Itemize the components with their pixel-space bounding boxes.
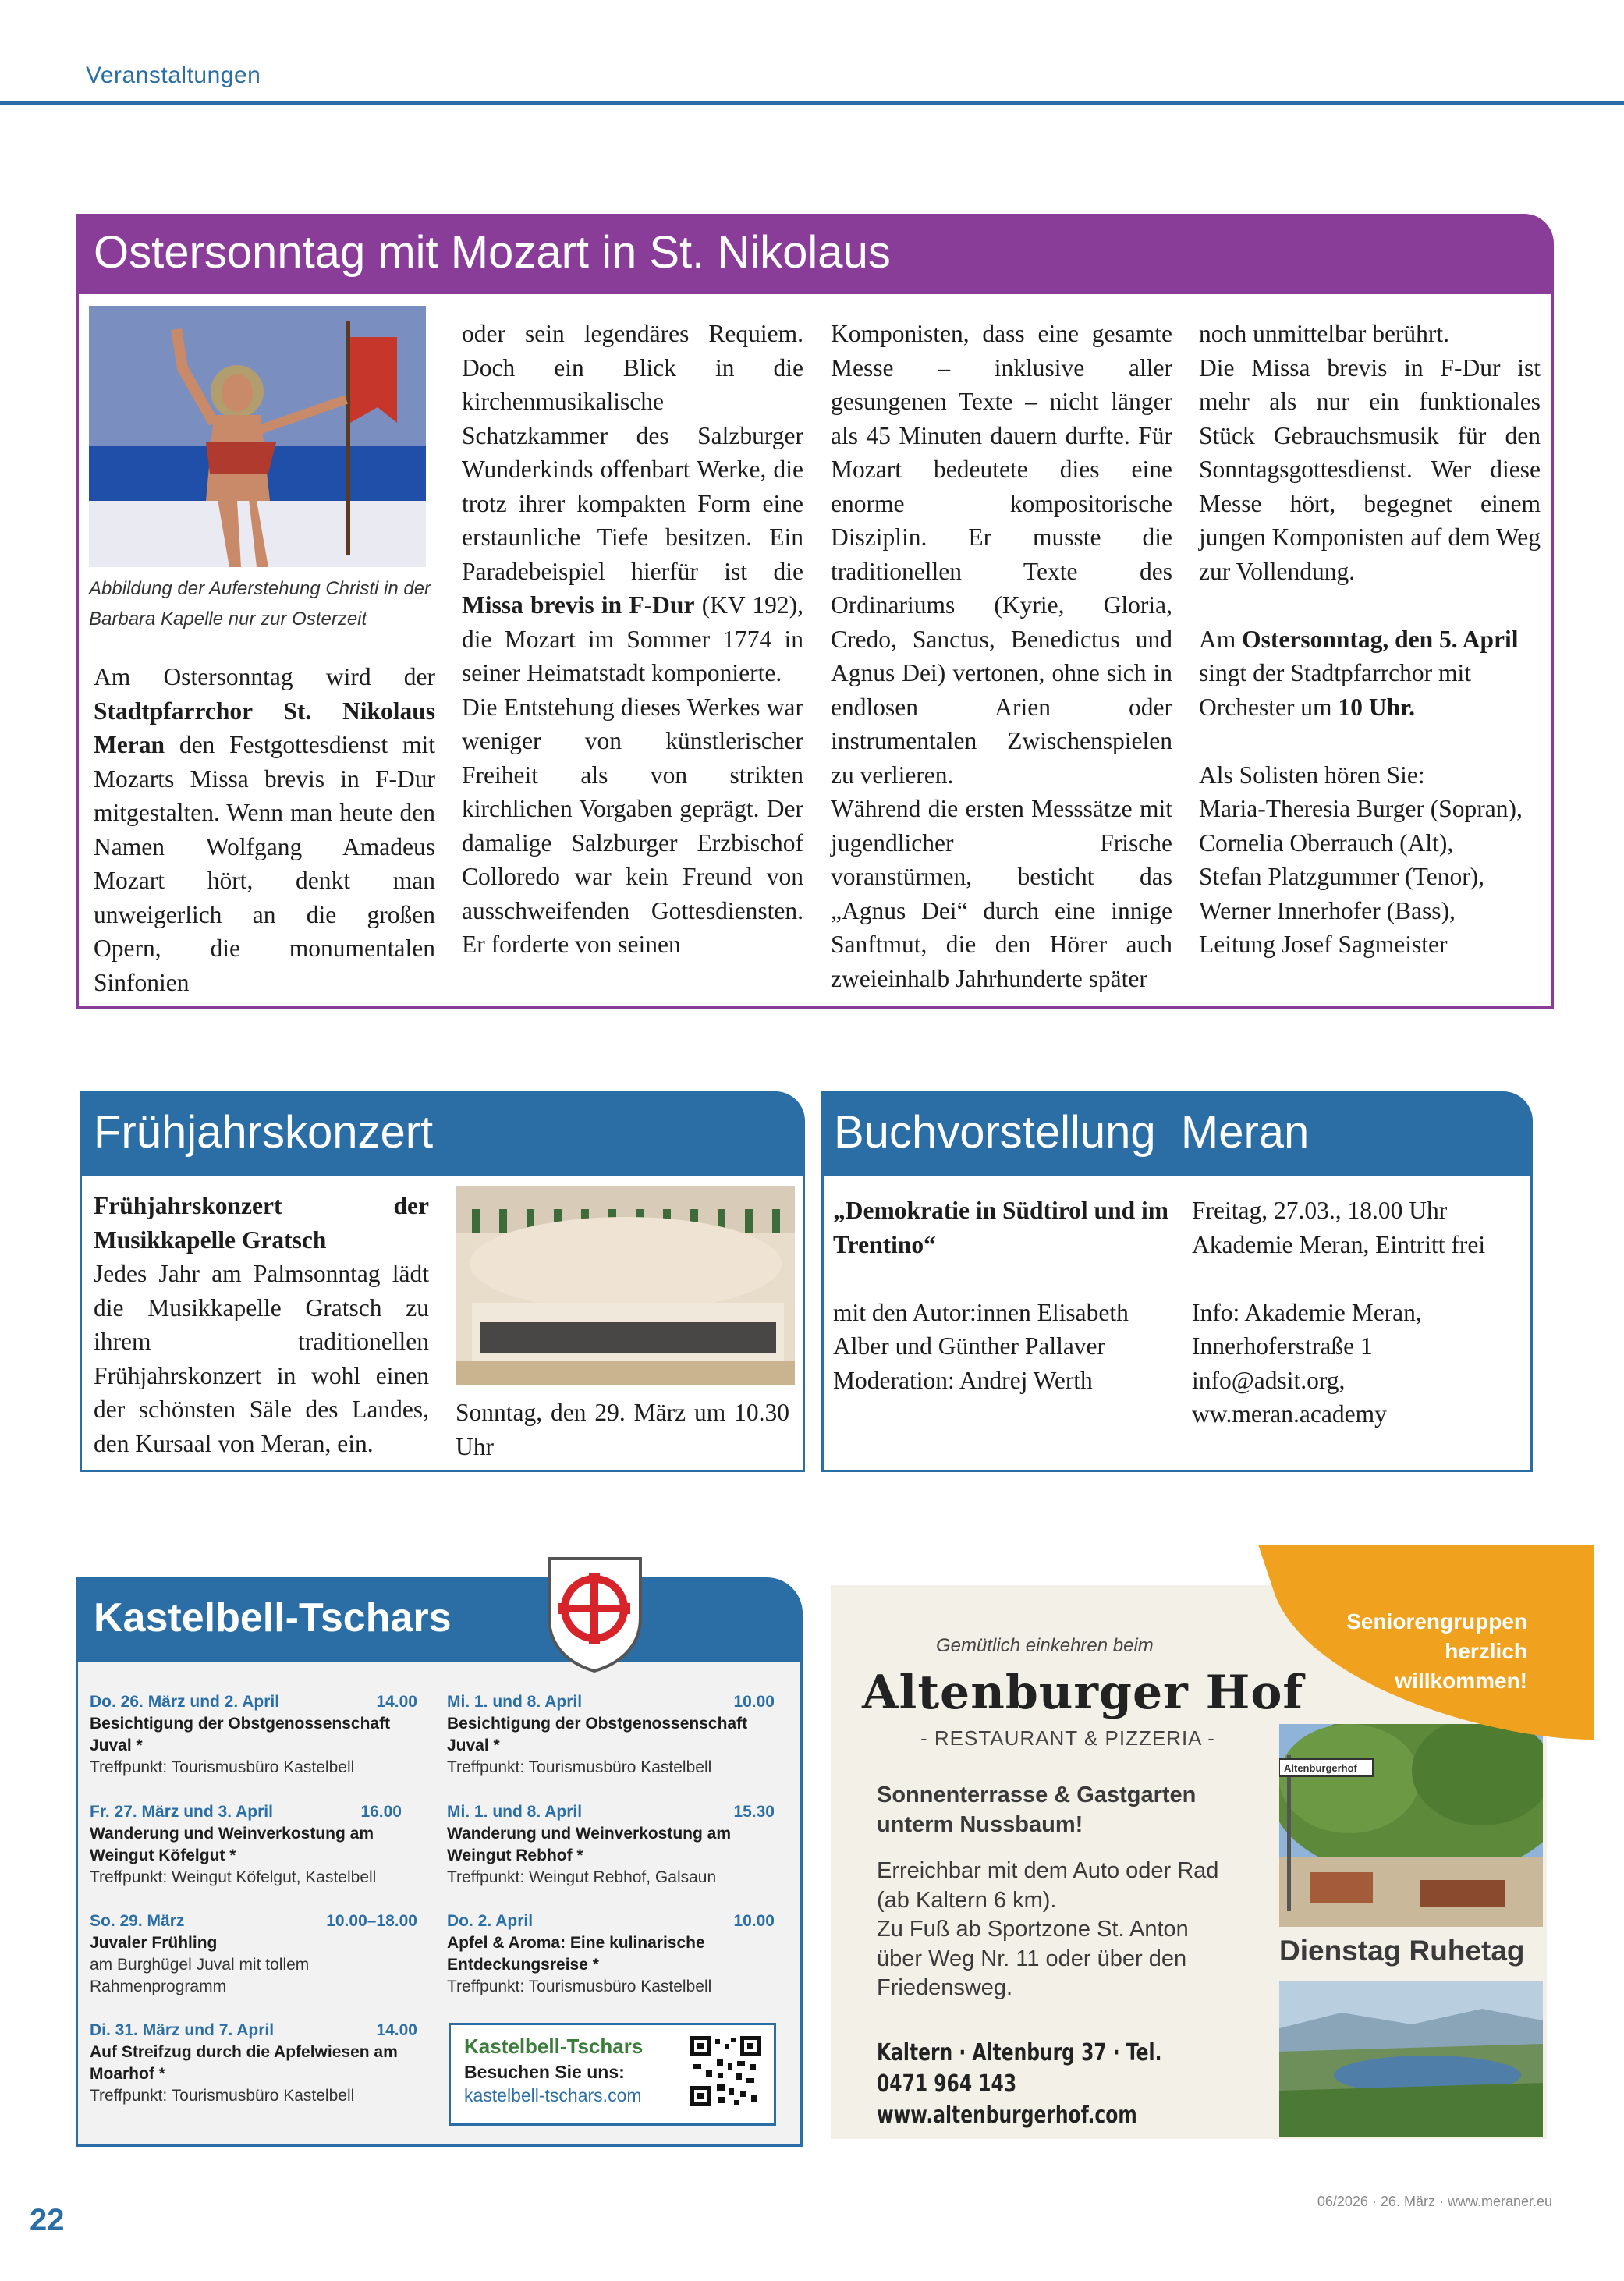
- event-meeting-point: am Burghügel Juval mit tollem Rahmenprogramm: [90, 1956, 310, 1995]
- soloist: Maria-Theresia Burger (Sopran),: [1199, 795, 1523, 822]
- promo-name: Kastelbell-Tschars: [464, 2034, 644, 2058]
- paragraph: Die Entstehung dieses Werkes war weniger von künstlerischer Freiheit als von strikten kirchlichen Vorgaben geprägt. Der damalige Salzburger Erzbischof Colloredo war kein Freund von ausschweifenden Gottesdiensten. Er forderte von seinen: [462, 693, 803, 958]
- article3-right-column: [1192, 1194, 1527, 1431]
- kastelbell-title: Kastelbell-Tschars: [94, 1595, 452, 1641]
- text-run: den Festgottesdienst mit Mozarts Missa brevis in F-Dur mitgestalten. Wenn man heute den Namen Wolfgang Amadeus Mozart hört, denkt man unweigerlich an die großen Opern, die monumentalen Sinfonien: [94, 731, 435, 996]
- paragraph: Jedes Jahr am Palmsonntag lädt die Musikkapelle Gratsch zu ihrem traditionellen Frühjahrskonzert in wohl einen der schönsten Säle des Landes, den Kursaal von Meran, ein.: [94, 1260, 429, 1457]
- event-meeting-point: Treffpunkt: Weingut Rebhof, Galsaun: [447, 1868, 717, 1886]
- ad-headline: [877, 1780, 1282, 1839]
- mass-name: Missa brevis in F-Dur: [462, 591, 695, 619]
- website-link[interactable]: ww.meran.academy: [1192, 1400, 1387, 1428]
- event-time: 10 Uhr.: [1338, 693, 1416, 721]
- article2-lead: Frühjahrskonzert der Musikkapelle Gratsch: [94, 1192, 429, 1254]
- ad-body-line: Erreichbar mit dem Auto oder Rad: [877, 1858, 1219, 1883]
- photo-caption: Abbildung der Auferstehung Christi in der Barbara Kapelle nur zur Osterzeit: [89, 578, 431, 630]
- article3-title: Buchvorstellung Meran: [834, 1107, 1310, 1158]
- article1-title: Ostersonntag mit Mozart in St. Nikolaus: [94, 227, 891, 278]
- event-title: Besichtigung der Obstgenossenschaft Juval *: [447, 1715, 748, 1754]
- qr-code-icon[interactable]: [690, 2036, 761, 2106]
- paragraph: noch unmittelbar berührt.: [1199, 320, 1450, 347]
- paragraph: Die Missa brevis in F-Dur ist mehr als nur ein funktionales Stück Gebrauchsmusik für den Sonntagsgottesdienst. Wer diese Messe hört, begegnet einem jungen Komponisten auf dem Weg zur Vollendung.: [1199, 353, 1541, 585]
- ad-headline-line: Sonnenterrasse & Gastgarten: [877, 1783, 1197, 1807]
- ad-body-line: Friedensweg.: [877, 1975, 1013, 2000]
- rest-day: Dienstag Ruhetag: [1279, 1935, 1525, 1967]
- article1-column-3: [831, 317, 1172, 995]
- event-date: So. 29. März: [90, 1912, 185, 1930]
- event-item: [90, 1691, 417, 1779]
- article1-column-2: [462, 317, 803, 962]
- promo-url-link[interactable]: kastelbell-tschars.com: [464, 2085, 642, 2105]
- ad-contact: [877, 2038, 1193, 2131]
- event-item: [90, 2020, 417, 2107]
- article1-column-4: [1199, 317, 1541, 962]
- event-title: Apfel & Aroma: Eine kulinarische Entdeckungsreise *: [447, 1934, 705, 1974]
- event-date: Ostersonntag, den 5. April: [1242, 625, 1519, 653]
- event-item: [90, 1801, 402, 1889]
- ad-subtitle: - RESTAURANT & PIZZERIA -: [920, 1726, 1215, 1750]
- ad-body-line: (ab Kaltern 6 km).: [877, 1887, 1057, 1913]
- municipal-crest-icon: [546, 1556, 644, 1673]
- event-item: [447, 1691, 775, 1779]
- event-time: 14.00: [376, 2021, 417, 2039]
- event-time: 15.30: [733, 1803, 775, 1821]
- event-title: Juvaler Frühling: [90, 1934, 218, 1952]
- info-line: Info: Akademie Meran,: [1192, 1298, 1422, 1326]
- event-item: [447, 1801, 775, 1889]
- event-title: Besichtigung der Obstgenossenschaft Juval *: [90, 1715, 391, 1754]
- concert-date: Sonntag, den 29. März um 10.30 Uhr: [456, 1399, 789, 1460]
- article3-left-column: [833, 1194, 1176, 1397]
- issue-info: 06/2026 · 26. März · www.meraner.eu: [1317, 2194, 1552, 2209]
- paragraph: Komponisten, dass eine gesamte Messe – inklusive aller gesungenen Texte – nicht länger als 45 Minuten dauern durfte. Für Mozart bedeutete dies eine enorme kompositorische Disziplin. Er musste die traditionellen Texte des Ordinariums (Kyrie, Gloria, Credo, Sanctus, Benedictus und Agnus Dei) vertonen, ohne sich in endlosen Arien oder instrumentalen Zwischenspielen zu verlieren.: [831, 320, 1172, 789]
- badge-line: herzlich: [1445, 1639, 1527, 1663]
- article2-title: Frühjahrskonzert: [94, 1107, 434, 1158]
- text-run: singt der Stadtpfarrchor mit Orchester um: [1199, 659, 1472, 721]
- ad-website-link[interactable]: www.altenburgerhof.com: [877, 2102, 1137, 2129]
- article2-text: [94, 1189, 429, 1460]
- choir-name: Stadtpfarrchor St. Nikolaus Meran: [94, 697, 435, 758]
- conductor: Leitung Josef Sagmeister: [1199, 931, 1448, 958]
- event-meeting-point: Treffpunkt: Tourismusbüro Kastelbell: [447, 1758, 712, 1776]
- soloist: Stefan Platzgummer (Tenor),: [1199, 863, 1485, 890]
- ad-headline-line: unterm Nussbaum!: [877, 1812, 1083, 1837]
- ad-body-line: über Weg Nr. 11 oder über den: [877, 1946, 1187, 1971]
- badge-line: willkommen!: [1395, 1669, 1527, 1693]
- event-date: Mi. 1. und 8. April: [447, 1803, 583, 1821]
- text-run: (KV 192), die Mozart im Sommer 1774 in seiner Heimatstadt komponierte.: [462, 591, 803, 686]
- lake-landscape-photo: [1279, 1981, 1543, 2137]
- event-when: Freitag, 27.03., 18.00 Uhr: [1192, 1197, 1448, 1224]
- event-time: 16.00: [360, 1803, 402, 1821]
- event-time: 10.00: [733, 1912, 775, 1930]
- event-meeting-point: Treffpunkt: Tourismusbüro Kastelbell: [90, 1758, 355, 1776]
- page-number: 22: [30, 2203, 65, 2237]
- event-date: Do. 2. April: [447, 1912, 534, 1930]
- authors: mit den Autor:innen Elisabeth Alber und Günther Pallaver: [833, 1298, 1129, 1360]
- paragraph: Während die ersten Messsätze mit jugendlicher Frische voranstürmen, besticht das „Agnus Dei“ durch eine innige Sanftmut, die den Hörer auch zweieinhalb Jahrhunderte später: [831, 795, 1172, 992]
- info-line: Innerhoferstraße 1: [1192, 1332, 1373, 1360]
- resurrection-photo: [89, 306, 426, 567]
- ad-restaurant-name: Altenburger Hof: [862, 1666, 1304, 1720]
- event-where: Akademie Meran, Eintritt frei: [1192, 1230, 1486, 1258]
- event-item: [90, 1910, 417, 1998]
- restaurant-garden-photo: [1279, 1724, 1543, 1927]
- ad-body: [877, 1857, 1282, 2003]
- soloist: Werner Innerhofer (Bass),: [1199, 896, 1456, 924]
- event-meeting-point: Treffpunkt: Weingut Köfelgut, Kastelbell: [90, 1868, 377, 1886]
- email-link[interactable]: info@adsit.org,: [1192, 1366, 1346, 1394]
- event-date: Fr. 27. März und 3. April: [90, 1803, 273, 1821]
- badge-text: [1318, 1607, 1527, 1696]
- badge-line: Seniorengruppen: [1346, 1609, 1527, 1634]
- event-date: Do. 26. März und 2. April: [90, 1693, 280, 1711]
- event-time: 14.00: [376, 1693, 417, 1711]
- text-run: Am Ostersonntag wird der: [94, 663, 435, 690]
- promo-visit: Besuchen Sie uns:: [464, 2062, 625, 2082]
- soloist: Cornelia Oberrauch (Alt),: [1199, 828, 1454, 857]
- header-rule: [0, 101, 1624, 105]
- moderation: Moderation: Andrej Werth: [833, 1366, 1093, 1394]
- event-item: [447, 1910, 775, 1998]
- event-meeting-point: Treffpunkt: Tourismusbüro Kastelbell: [447, 1978, 712, 1995]
- ad-address-phone: Kaltern · Altenburg 37 · Tel. 0471 964 143: [877, 2039, 1162, 2098]
- ad-body-line: Zu Fuß ab Sportzone St. Anton: [877, 1917, 1189, 1942]
- event-time: 10.00–18.00: [326, 1912, 417, 1930]
- event-time: 10.00: [733, 1693, 775, 1711]
- event-date: Mi. 1. und 8. April: [447, 1693, 583, 1711]
- section-label: Veranstaltungen: [86, 62, 261, 88]
- event-title: Wanderung und Weinverkostung am Weingut Rebhof *: [447, 1825, 732, 1864]
- ad-intro: Gemütlich einkehren beim: [936, 1635, 1154, 1656]
- event-title: Wanderung und Weinverkostung am Weingut Köfelgut *: [90, 1825, 374, 1864]
- concert-photo: [456, 1186, 795, 1385]
- article1-column-1: [94, 660, 435, 999]
- text-run: Am: [1199, 625, 1243, 653]
- event-date: Di. 31. März und 7. April: [90, 2021, 275, 2039]
- event-meeting-point: Treffpunkt: Tourismusbüro Kastelbell: [90, 2087, 355, 2105]
- book-title: „Demokratie in Südtirol und im Trentino“: [833, 1197, 1168, 1258]
- text-run: oder sein legendäres Requiem. Doch ein Blick in die kirchenmusikalische Schatzkammer des Salzburger Wunderkinds offenbart Werke, die trotz ihrer kompakten Form eine erstaunliche Tiefe besitzen. Ein Paradebeispiel hierfür ist die: [462, 320, 803, 585]
- soloists-intro: Als Solisten hören Sie:: [1199, 761, 1425, 789]
- event-title: Auf Streifzug durch die Apfelwiesen am Moarhof *: [90, 2043, 398, 2083]
- signpost-text: Altenburgerhof: [1284, 1762, 1357, 1774]
